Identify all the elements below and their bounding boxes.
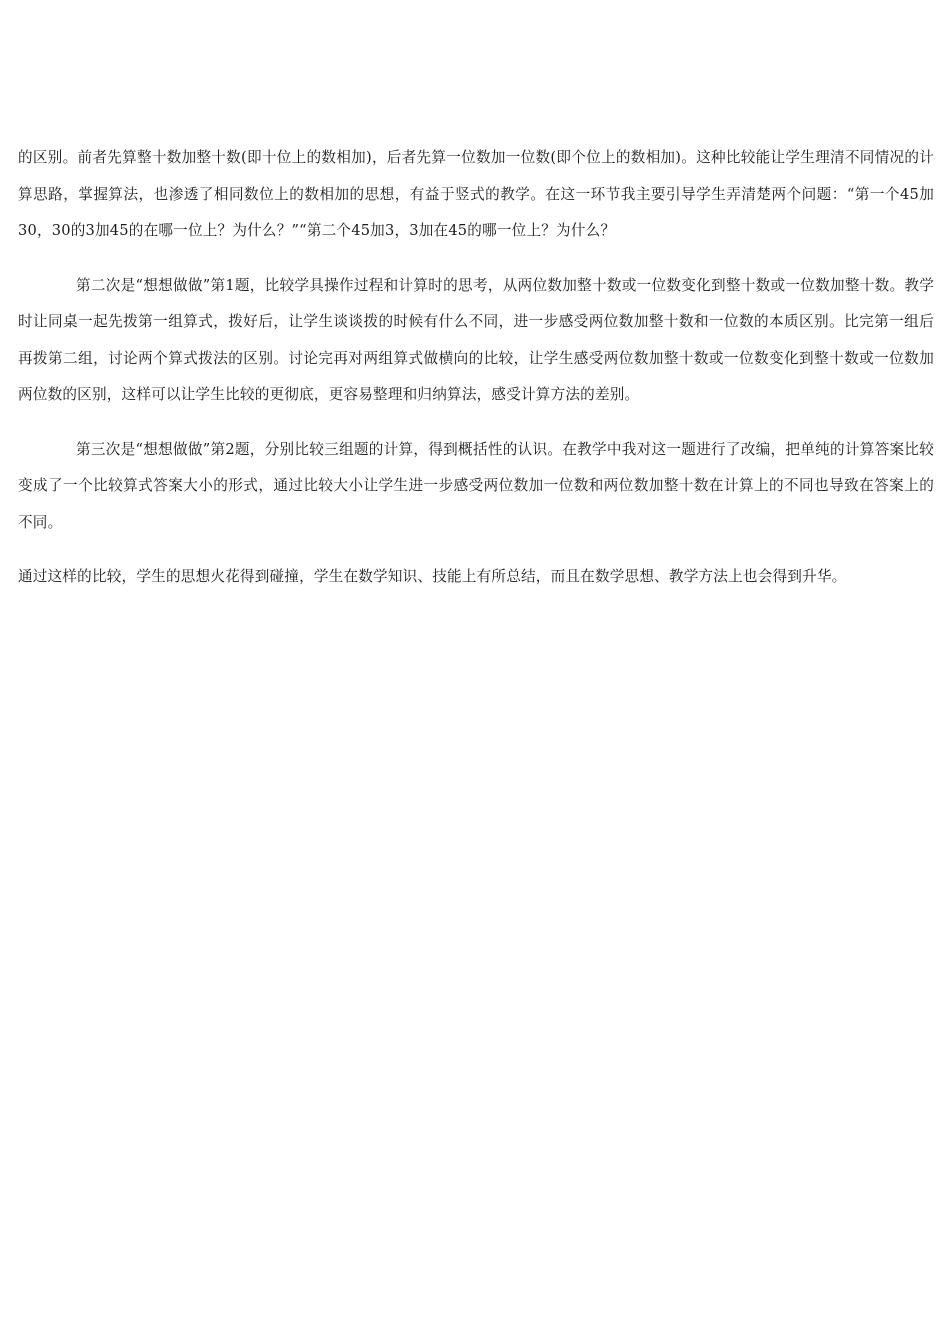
document-body: [18, 140, 934, 596]
paragraph-2: 第二次是“想想做做”第1题，比较学具操作过程和计算时的思考，从两位数加整十数或一位数变化到整十数或一位数加整十数。教学时让同桌一起先拨第一组算式，拨好后，让学生谈谈拨的时候有什么不同，进一步感受两位数加整十数和一位数的本质区别。比完第一组后再拨第二组，讨论两个算式拨法的区别。讨论完再对两组算式做横向的比较，让学生感受两位数加整十数或一位数变化到整十数或一位数加两位数的区别，这样可以让学生比较的更彻底，更容易整理和归纳算法，感受计算方法的差别。: [18, 276, 934, 403]
paragraph-1: 的区别。前者先算整十数加整十数(即十位上的数相加)，后者先算一位数加一位数(即个位上的数相加)。这种比较能让学生理清不同情况的计算思路，掌握算法，也渗透了相同数位上的数相加的思想，有益于竖式的教学。在这一环节我主要引导学生弄清楚两个问题：“第一个45加30，30的3加45的在哪一位上？为什么？”“第二个45加3，3加在45的哪一位上？为什么？: [18, 149, 934, 239]
paragraph-4: 通过这样的比较，学生的思想火花得到碰撞，学生在数学知识、技能上有所总结，而且在数学思想、教学方法上也会得到升华。: [18, 568, 847, 585]
paragraph-3: 第三次是“想想做做”第2题，分别比较三组题的计算，得到概括性的认识。在教学中我对这一题进行了改编，把单纯的计算答案比较变成了一个比较算式答案大小的形式，通过比较大小让学生进一步感受两位数加一位数和两位数加整十数在计算上的不同也导致在答案上的不同。: [18, 440, 934, 531]
